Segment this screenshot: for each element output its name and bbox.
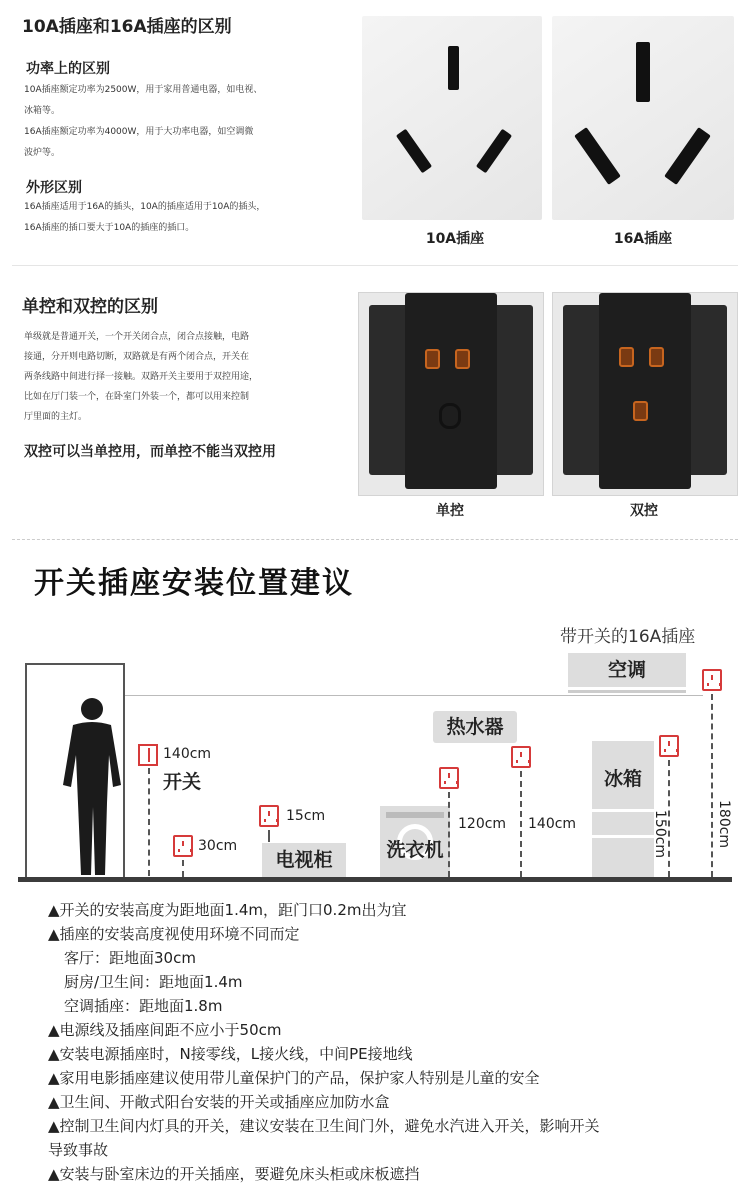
fridge-label: 冰箱 — [603, 768, 642, 790]
switch-text — [24, 327, 344, 427]
power-line: 10A插座额定功率为2500W，用于家用普通电器，如电视、 — [24, 85, 263, 95]
power-line: 16A插座额定功率为4000W，用于大功率电器，如空调微 — [24, 127, 254, 137]
fridge-image — [592, 741, 654, 877]
single-control-image — [358, 292, 544, 496]
ac-line — [568, 690, 686, 693]
heater-height: 140cm — [528, 816, 577, 832]
tv-cabinet-label: 电视柜 — [262, 843, 346, 877]
switch-line: 两条线路中间进行择一接触。双路开关主要用于双控用途， — [24, 372, 259, 382]
switch-hole — [439, 403, 461, 429]
tip-item: ▲家用电影插座建议使用带儿童保护门的产品，保护家人特别是儿童的安全 — [48, 1069, 540, 1087]
socket-icon — [439, 767, 459, 789]
person-icon — [55, 695, 130, 877]
socket-16a-image — [552, 16, 734, 220]
tip-item: ▲开关的安装高度为距地面1.4m，距门口0.2m出为宜 — [48, 901, 407, 919]
divider — [12, 265, 738, 266]
socket-icon — [259, 805, 279, 827]
ceiling-line — [125, 695, 703, 696]
switch-line: 比如在厅门装一个，在卧室门外装一个，都可以用来控制 — [24, 392, 250, 402]
switch-line: 厅里面的主灯。 — [24, 412, 88, 422]
label-10a: 10A插座 — [425, 231, 485, 247]
switch-height: 140cm — [163, 746, 212, 762]
power-heading: 功率上的区别 — [26, 61, 110, 77]
tip-item: ▲安装电源插座时，N接零线，L接火线，中间PE接地线 — [48, 1045, 413, 1063]
fridge-height: 150cm — [652, 810, 668, 859]
tip-subitem-text: 客厅：距地面30cm — [64, 949, 196, 967]
socket-slot — [664, 127, 711, 185]
switch-core — [599, 293, 691, 489]
tip-subitem-text: 空调插座：距地面1.8m — [64, 997, 223, 1015]
washer-height-line — [448, 792, 450, 877]
tip-subitem-text: 厨房/卫生间：距地面1.4m — [64, 973, 243, 991]
socket-height-line — [268, 830, 270, 842]
tip-item: ▲卫生间、开敞式阳台安装的开关或插座应加防水盒 — [48, 1093, 390, 1111]
washer-label: 洗衣机 — [386, 839, 444, 861]
socket-icon — [173, 835, 193, 857]
ac-label: 空调 — [568, 653, 686, 687]
terminal — [455, 349, 470, 369]
socket-height-line — [182, 860, 184, 877]
terminal — [633, 401, 648, 421]
tip-item: ▲安装与卧室床边的开关插座，要避免床头柜或床板遮挡 — [48, 1165, 420, 1183]
switch-line: 接通，分开则电路切断，双路就是有两个闭合点，开关在 — [24, 352, 250, 362]
socket-slot — [636, 42, 650, 102]
label-16a: 16A插座 — [613, 231, 673, 247]
ac-height-line — [711, 694, 713, 877]
divider — [12, 539, 738, 540]
tip-subitem — [64, 994, 222, 1018]
switch-height-line — [148, 768, 150, 876]
power-text — [24, 80, 344, 164]
switch-conclusion: 双控可以当单控用，而单控不能当双控用 — [24, 444, 276, 460]
ac-caption: 带开关的16A插座 — [560, 627, 696, 647]
double-control-image — [552, 292, 738, 496]
washer-height: 120cm — [458, 816, 507, 832]
heater-height-line — [520, 771, 522, 877]
fridge-height-line — [668, 760, 670, 877]
low-socket-height: 30cm — [198, 838, 238, 854]
tip-item: 导致事故 — [48, 1141, 109, 1159]
socket-icon — [659, 735, 679, 757]
socket-slot — [574, 127, 621, 185]
water-heater-label: 热水器 — [433, 711, 517, 743]
tip-subitem — [64, 946, 196, 970]
shape-heading: 外形区别 — [26, 180, 82, 196]
socket-slot — [448, 46, 459, 90]
socket-slot — [476, 129, 512, 174]
section3-title: 开关插座安装位置建议 — [34, 566, 354, 601]
power-line: 波炉等。 — [24, 148, 61, 158]
terminal — [649, 347, 664, 367]
socket-slot — [396, 129, 432, 174]
ac-height: 180cm — [716, 800, 732, 849]
light-switch-icon — [138, 744, 158, 766]
switch-core — [405, 293, 497, 489]
tv-socket-height: 15cm — [286, 808, 326, 824]
label-double: 双控 — [630, 503, 658, 519]
tip-item: ▲控制卫生间内灯具的开关，建议安装在卫生间门外，避免水汽进入开关，影响开关 — [48, 1117, 600, 1135]
terminal — [425, 349, 440, 369]
tip-subitem — [64, 970, 243, 994]
power-line: 冰箱等。 — [24, 106, 61, 116]
shape-line: 16A插座的插口要大于10A的插座的插口。 — [24, 223, 195, 233]
section1-title: 10A插座和16A插座的区别 — [22, 17, 232, 37]
socket-icon — [702, 669, 722, 691]
socket-icon — [511, 746, 531, 768]
label-single: 单控 — [436, 503, 464, 519]
section2-title: 单控和双控的区别 — [22, 297, 158, 317]
shape-line: 16A插座适用于16A的插头，10A的插座适用于10A的插头， — [24, 202, 266, 212]
switch-line: 单级就是普通开关，一个开关闭合点，闭合点接触，电路 — [24, 332, 250, 342]
switch-label: 开关 — [163, 771, 202, 793]
socket-10a-image — [362, 16, 542, 220]
floor-line — [18, 877, 732, 882]
tip-item: ▲插座的安装高度视使用环境不同而定 — [48, 925, 300, 943]
tip-item: ▲电源线及插座间距不应小于50cm — [48, 1021, 282, 1039]
shape-text — [24, 197, 354, 239]
terminal — [619, 347, 634, 367]
